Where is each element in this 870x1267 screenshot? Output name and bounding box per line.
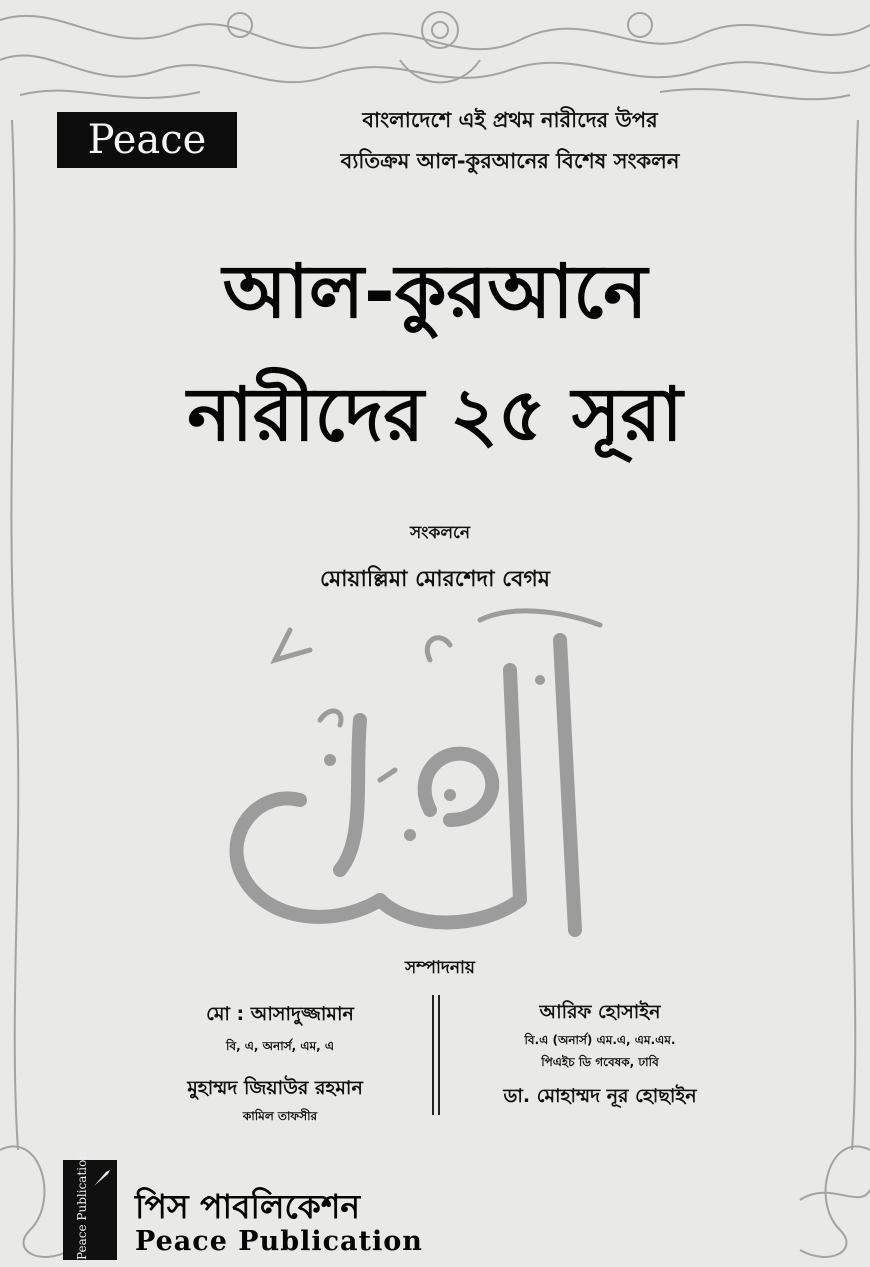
editor-left-2-credentials: কামিল তাফসীর [242, 1109, 318, 1123]
editor-left-1-name: মো : আসাদুজ্জামান [206, 1003, 354, 1025]
tagline-line-1: বাংলাদেশে এই প্রথম নারীদের উপর [362, 108, 658, 132]
editor-left-1-credentials: বি, এ, অনার্স, এম, এ [225, 1039, 335, 1053]
book-title-line-1: আল-কুরআনে [222, 249, 648, 335]
publisher-name-english: Peace Publication [135, 1226, 423, 1257]
quill-icon [92, 1168, 112, 1188]
publisher-logo-text: Peace Publication [75, 1151, 89, 1260]
editor-right-2-name: ডা. মোহাম্মদ নূর হোছাইন [503, 1085, 697, 1107]
book-title-line-2: নারীদের ২৫ সূরা [187, 372, 683, 458]
compiled-by-label: সংকলনে [409, 523, 471, 543]
peace-logo [57, 112, 237, 168]
editor-right-1-name: আরিফ হোসাইন [539, 1001, 661, 1023]
editor-left-2-name: মুহাম্মদ জিয়াউর রহমান [187, 1077, 363, 1099]
editor-right-1-credentials: বি.এ (অনার্স) এম.এ, এম.এম. [524, 1033, 676, 1047]
al-quran-calligraphy-icon [180, 600, 650, 960]
publisher-logo [63, 1151, 117, 1260]
edited-by-label: সম্পাদনায় [405, 958, 475, 978]
compiler-name: মোয়াল্লিমা মোরশেদা বেগম [320, 567, 550, 592]
editors-divider [432, 995, 434, 1115]
tagline-line-2: ব্যতিক্রম আল-কুরআনের বিশেষ সংকলন [340, 149, 680, 173]
editor-right-1-research: পিএইচ ডি গবেষক, ঢাবি [541, 1055, 659, 1069]
publisher-name-bengali: পিস পাবলিকেশন [135, 1187, 361, 1226]
peace-logo-text: Peace [87, 117, 207, 163]
